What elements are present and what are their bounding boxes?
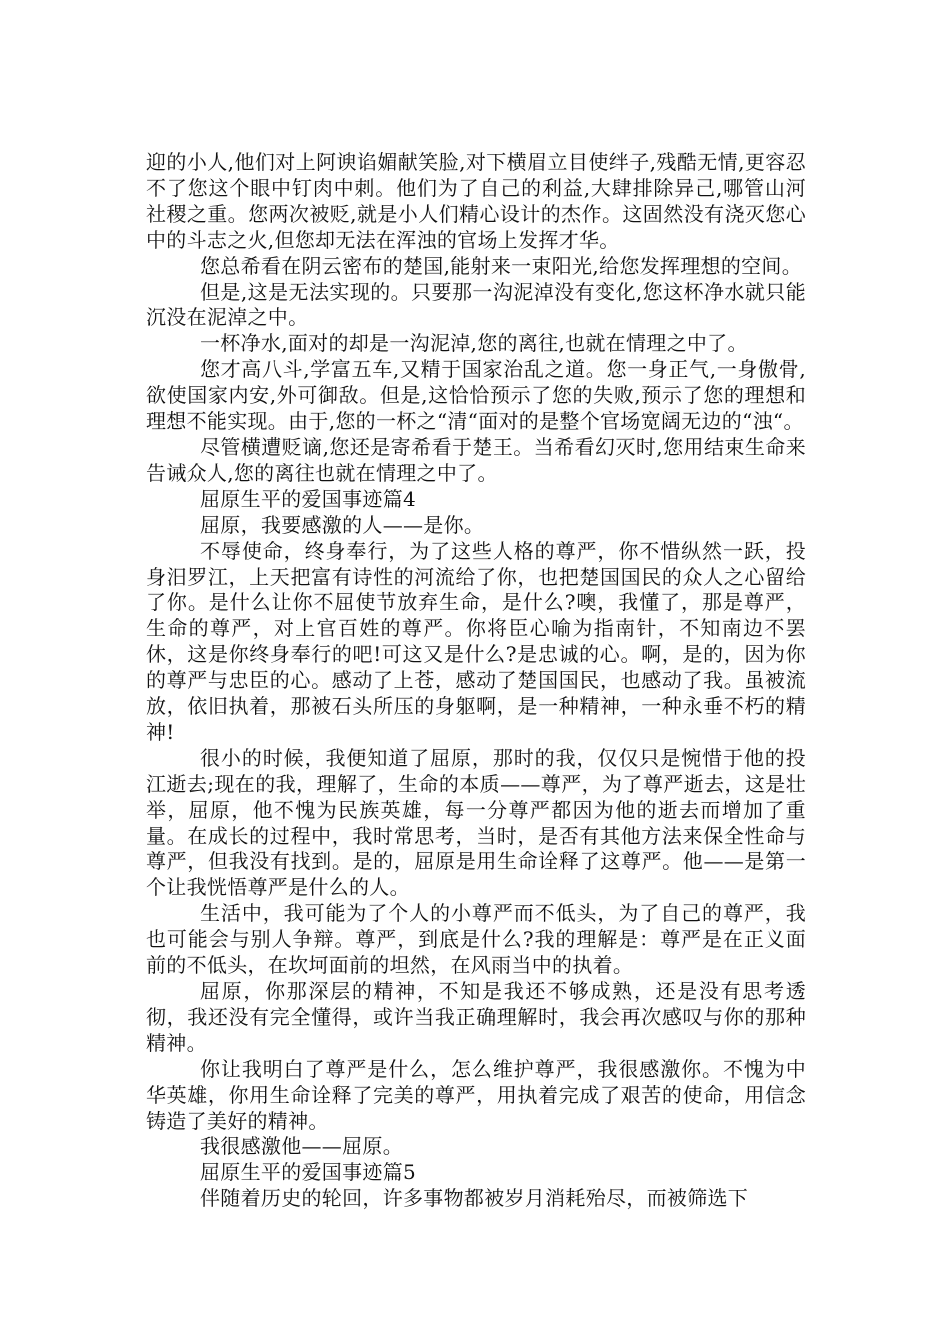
paragraph: 屈原，我要感激的人——是你。 [200, 512, 485, 537]
paragraph: 但是,这是无法实现的。只要那一沟泥淖没有变化,您这杯净水就只能沉没在泥淖之中。 [146, 279, 806, 330]
paragraph: 屈原，你那深层的精神，不知是我还不够成熟，还是没有思考透彻，我还没有完全懂得，或许当我正确理解时，我会再次感叹与你的那种精神。 [146, 979, 806, 1055]
paragraph: 生活中，我可能为了个人的小尊严而不低头，为了自己的尊严，我也可能会与别人争辩。尊严，到底是什么?我的理解是：尊严是在正义面前的不低头，在坎坷面前的坦然，在风雨当中的执着。 [146, 901, 806, 978]
paragraph: 您总希看在阴云密布的楚国,能射来一束阳光,给您发挥理想的空间。 [200, 253, 803, 278]
paragraph: 你让我明白了尊严是什么，怎么维护尊严，我很感激你。不愧为中华英雄，你用生命诠释了完美的尊严，用执着完成了艰苦的使命，用信念铸造了美好的精神。 [146, 1056, 806, 1133]
section-heading: 屈原生平的爱国事迹篇4 [200, 486, 417, 511]
paragraph: 伴随着历史的轮回，许多事物都被岁月消耗殆尽，而被筛选下 [200, 1186, 749, 1211]
paragraph: 不辱使命，终身奉行，为了这些人格的尊严，你不惜纵然一跃，投身汨罗江，上天把富有诗性的河流给了你，也把楚国国民的众人之心留给了你。是什么让你不屈使节放弃生命，是什么?噢，我懂了，那是尊严，生命的尊严，对上官百姓的尊严。你将臣心喻为指南针，不知南边不罢休，这是你终身奉行的吧!可这又是什么?是忠诚的心。啊，是的，因为你的尊严与忠臣的心。感动了上苍，感动了楚国国民，也感动了我。虽被流放，依旧执着，那被石头所压的身躯啊，是一种精神，一种永垂不朽的精神! [146, 538, 806, 744]
section-heading: 屈原生平的爱国事迹篇5 [200, 1160, 417, 1185]
paragraph: 很小的时候，我便知道了屈原，那时的我，仅仅只是惋惜于他的投江逝去;现在的我，理解了，生命的本质——尊严，为了尊严逝去，这是壮举，屈原，他不愧为民族英雄，每一分尊严都因为他的逝去而增加了重量。在成长的过程中，我时常思考，当时，是否有其他方法来保全性命与尊严，但我没有找到。是的，屈原是用生命诠释了这尊严。他——是第一个让我恍悟尊严是什么的人。 [146, 745, 806, 900]
document-page [146, 150, 806, 1212]
paragraph: 迎的小人,他们对上阿谀谄媚献笑脸,对下横眉立目使绊子,残酷无情,更容忍不了您这个眼中钉肉中刺。他们为了自己的利益,大肆排除异己,哪管山河社稷之重。您两次被贬,就是小人们精心设计的杰作。这固然没有浇灭您心中的斗志之火,但您却无法在浑浊的官场上发挥才华。 [146, 150, 806, 252]
paragraph: 一杯净水,面对的却是一沟泥淖,您的离往,也就在情理之中了。 [200, 331, 748, 356]
paragraph: 您才高八斗,学富五车,又精于国家治乱之道。您一身正气,一身傲骨,欲使国家内安,外可御敌。但是,这恰恰预示了您的失败,预示了您的理想和理想不能实现。由于,您的一杯之“清“面对的是整个官场宽阔无边的“浊“。 [146, 357, 806, 434]
paragraph: 尽管横遭贬谪,您还是寄希看于楚王。当希看幻灭时,您用结束生命来告诫众人,您的离往也就在情理之中了。 [146, 434, 806, 485]
paragraph: 我很感激他——屈原。 [200, 1134, 403, 1159]
